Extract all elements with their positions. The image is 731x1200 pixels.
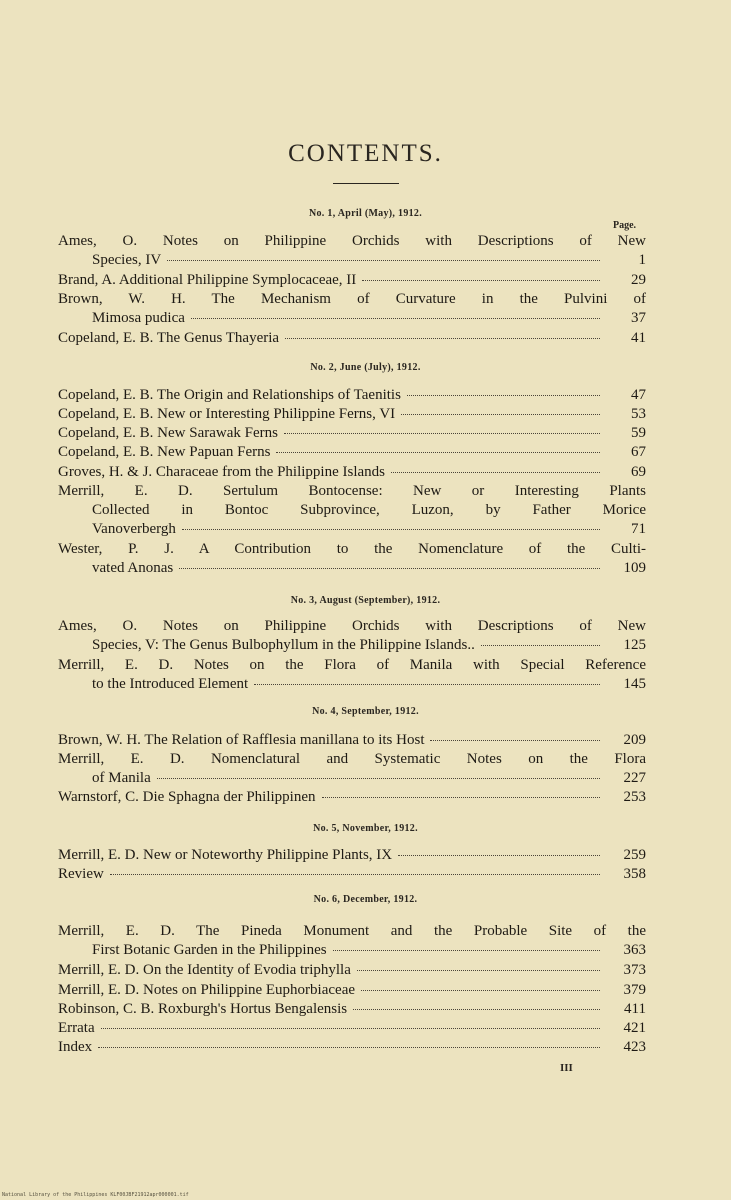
toc-entry-line bbox=[58, 424, 646, 443]
toc-entry-text: Species, V: The Genus Bulbophyllum in the Philippine Islands.. bbox=[92, 637, 475, 654]
toc-page-number: 259 bbox=[623, 847, 646, 863]
toc-page-number: 53 bbox=[631, 406, 646, 422]
toc-entry-line bbox=[58, 559, 646, 578]
dot-leader bbox=[101, 1027, 600, 1029]
toc-page-number: 363 bbox=[623, 942, 646, 959]
scan-footer: National Library of the Philippines KLF00JBF21912apr000001.tif bbox=[2, 1192, 189, 1198]
section-heading: No. 4, September, 1912. bbox=[312, 706, 419, 717]
toc-page-number: 71 bbox=[631, 521, 646, 538]
dot-leader bbox=[398, 854, 600, 856]
dot-leader bbox=[357, 969, 600, 971]
toc-page-number: 373 bbox=[623, 962, 646, 978]
toc-entry bbox=[58, 1038, 646, 1057]
toc-entry-text: Brown, W. H. The Mechanism of Curvature in the Pulvini of bbox=[58, 291, 646, 307]
toc-entry-line bbox=[58, 463, 646, 482]
toc-entry-text: Warnstorf, C. Die Sphagna der Philippinen bbox=[58, 789, 316, 805]
toc-page-number: 209 bbox=[623, 732, 646, 748]
dot-leader bbox=[401, 413, 600, 415]
toc-entry-text: Copeland, E. B. New Papuan Ferns bbox=[58, 444, 271, 460]
toc-entry-line bbox=[58, 1000, 646, 1019]
toc-entry-text: Ames, O. Notes on Philippine Orchids with Descriptions of New bbox=[58, 233, 646, 249]
dot-leader bbox=[362, 279, 600, 281]
toc-entry-text: Merrill, E. D. Notes on the Flora of Manila with Special Reference bbox=[58, 657, 646, 673]
toc-page-number: 145 bbox=[623, 676, 646, 693]
toc-entry bbox=[58, 865, 646, 884]
toc-entry-line bbox=[58, 788, 646, 807]
toc-entry bbox=[58, 290, 646, 328]
toc-entry bbox=[58, 540, 646, 578]
page-title: CONTENTS. bbox=[288, 140, 443, 167]
title-rule bbox=[333, 183, 399, 184]
toc-page-number: 423 bbox=[623, 1039, 646, 1055]
dot-leader bbox=[191, 317, 600, 319]
toc-entry-line bbox=[58, 482, 646, 501]
dot-leader bbox=[157, 777, 600, 779]
toc-page-number: 421 bbox=[623, 1020, 646, 1036]
toc-entry bbox=[58, 405, 646, 424]
toc-entry bbox=[58, 731, 646, 750]
toc-entry-line bbox=[58, 443, 646, 462]
toc-entry-text: Merrill, E. D. The Pineda Monument and the Probable Site of the bbox=[58, 923, 646, 939]
section-heading: No. 5, November, 1912. bbox=[313, 823, 418, 834]
toc-entry bbox=[58, 1000, 646, 1019]
page-column-label: Page. bbox=[613, 220, 637, 231]
toc-page-number: 358 bbox=[623, 866, 646, 882]
toc-entry bbox=[58, 386, 646, 405]
toc-page-number: 1 bbox=[638, 252, 646, 269]
toc-entry-line bbox=[58, 656, 646, 675]
toc-entry-line bbox=[58, 865, 646, 884]
dot-leader bbox=[110, 873, 600, 875]
toc-entry-line bbox=[58, 501, 646, 520]
section-heading: No. 6, December, 1912. bbox=[313, 894, 418, 905]
page-number: III bbox=[560, 1062, 573, 1074]
toc-entry-text: Index bbox=[58, 1039, 93, 1055]
toc-page-number: 59 bbox=[631, 425, 646, 441]
toc-page-number: 109 bbox=[623, 560, 646, 577]
toc-page-number: 47 bbox=[631, 387, 646, 403]
toc-entry-text: Merrill, E. D. Sertulum Bontocense: New or Interesting Plants bbox=[58, 483, 646, 499]
dot-leader bbox=[98, 1046, 600, 1048]
toc-entry-text: Ames, O. Notes on Philippine Orchids with Descriptions of New bbox=[58, 618, 646, 634]
toc-entry bbox=[58, 750, 646, 788]
toc-entry bbox=[58, 443, 646, 462]
dot-leader bbox=[179, 567, 600, 569]
dot-leader bbox=[276, 451, 600, 453]
toc-entry bbox=[58, 846, 646, 865]
toc-entry-line bbox=[58, 675, 646, 694]
toc-page-number: 227 bbox=[623, 770, 646, 787]
dot-leader bbox=[391, 471, 600, 473]
toc-entry-line bbox=[58, 232, 646, 251]
toc-entry-line bbox=[58, 309, 646, 328]
toc-entry-line bbox=[58, 520, 646, 539]
toc-entry bbox=[58, 271, 646, 290]
toc-entry-text: Copeland, E. B. New or Interesting Philippine Ferns, VI bbox=[58, 406, 396, 422]
toc-entry-line bbox=[58, 540, 646, 559]
toc-entry-text: Vanoverbergh bbox=[92, 521, 176, 538]
dot-leader bbox=[284, 432, 600, 434]
section-heading: No. 2, June (July), 1912. bbox=[310, 362, 421, 373]
toc-entry-text: to the Introduced Element bbox=[92, 676, 249, 693]
toc-entry-line bbox=[58, 922, 646, 941]
toc-entry-text: Wester, P. J. A Contribution to the Nomenclature of the Culti- bbox=[58, 541, 646, 557]
toc-entry-line bbox=[58, 271, 646, 290]
toc-entry bbox=[58, 922, 646, 960]
toc-entry-text: Groves, H. & J. Characeae from the Philippine Islands bbox=[58, 464, 386, 480]
toc-entry-text: Collected in Bontoc Subprovince, Luzon, by Father Morice bbox=[92, 502, 646, 519]
toc-entry-line bbox=[58, 846, 646, 865]
toc-entry-line bbox=[58, 769, 646, 788]
toc-page-number: 67 bbox=[631, 444, 646, 460]
toc-page-number: 125 bbox=[623, 637, 646, 654]
toc-entry bbox=[58, 981, 646, 1000]
section-heading: No. 3, August (September), 1912. bbox=[290, 595, 441, 606]
toc-entry-line bbox=[58, 941, 646, 960]
dot-leader bbox=[361, 989, 600, 991]
dot-leader bbox=[333, 949, 600, 951]
toc-entry-text: Merrill, E. D. Nomenclatural and Systematic Notes on the Flora bbox=[58, 751, 646, 767]
toc-entry-text: Mimosa pudica bbox=[92, 310, 185, 327]
toc-entry bbox=[58, 1019, 646, 1038]
toc-entry bbox=[58, 329, 646, 348]
toc-entry-line bbox=[58, 386, 646, 405]
toc-entry-text: Merrill, E. D. Notes on Philippine Euphorbiaceae bbox=[58, 982, 356, 998]
toc-page-number: 411 bbox=[624, 1001, 646, 1017]
toc-entry-line bbox=[58, 329, 646, 348]
dot-leader bbox=[353, 1008, 600, 1010]
section-heading: No. 1, April (May), 1912. bbox=[308, 208, 423, 219]
toc-page-number: 379 bbox=[623, 982, 646, 998]
dot-leader bbox=[285, 337, 600, 339]
toc-entry-text: First Botanic Garden in the Philippines bbox=[92, 942, 327, 959]
dot-leader bbox=[430, 739, 600, 741]
dot-leader bbox=[167, 259, 600, 261]
toc-entry-text: Merrill, E. D. New or Noteworthy Philippine Plants, IX bbox=[58, 847, 393, 863]
dot-leader bbox=[481, 644, 600, 646]
toc-entry bbox=[58, 482, 646, 540]
toc-page-number: 69 bbox=[631, 464, 646, 480]
toc-entry-text: Merrill, E. D. On the Identity of Evodia triphylla bbox=[58, 962, 351, 978]
dot-leader bbox=[322, 796, 601, 798]
toc-entry bbox=[58, 232, 646, 270]
toc-entry-text: Species, IV bbox=[92, 252, 162, 269]
toc-entry-text: Robinson, C. B. Roxburgh's Hortus Bengalensis bbox=[58, 1001, 348, 1017]
toc-entry bbox=[58, 424, 646, 443]
toc-entry-line bbox=[58, 251, 646, 270]
toc-page-number: 29 bbox=[631, 272, 646, 288]
toc-entry-text: Errata bbox=[58, 1020, 95, 1036]
toc-entry-text: Review bbox=[58, 866, 104, 882]
toc-entry bbox=[58, 463, 646, 482]
toc-entry-text: vated Anonas bbox=[92, 560, 174, 577]
toc-entry-line bbox=[58, 1038, 646, 1057]
toc-entry-line bbox=[58, 290, 646, 309]
toc-entry-line bbox=[58, 1019, 646, 1038]
toc-entry-line bbox=[58, 750, 646, 769]
dot-leader bbox=[254, 683, 600, 685]
toc-entry-text: Brand, A. Additional Philippine Symplocaceae, II bbox=[58, 272, 357, 288]
dot-leader bbox=[407, 394, 600, 396]
toc-entry-line bbox=[58, 981, 646, 1000]
toc-entry-line bbox=[58, 405, 646, 424]
toc-entry bbox=[58, 656, 646, 694]
toc-entry-text: Brown, W. H. The Relation of Rafflesia manillana to its Host bbox=[58, 732, 425, 748]
toc-page-number: 37 bbox=[631, 310, 646, 327]
toc-entry-line bbox=[58, 636, 646, 655]
toc-page-number: 253 bbox=[623, 789, 646, 805]
toc-entry-line bbox=[58, 961, 646, 980]
toc-entry bbox=[58, 961, 646, 980]
toc-entry-text: Copeland, E. B. The Genus Thayeria bbox=[58, 330, 280, 346]
toc-entry-text: Copeland, E. B. The Origin and Relationships of Taenitis bbox=[58, 387, 401, 403]
toc-entry bbox=[58, 788, 646, 807]
dot-leader bbox=[182, 528, 600, 530]
toc-entry bbox=[58, 617, 646, 655]
toc-entry-text: Copeland, E. B. New Sarawak Ferns bbox=[58, 425, 278, 441]
toc-entry-line bbox=[58, 731, 646, 750]
toc-entry-text: of Manila bbox=[92, 770, 151, 787]
toc-entry-line bbox=[58, 617, 646, 636]
toc-page-number: 41 bbox=[631, 330, 646, 346]
